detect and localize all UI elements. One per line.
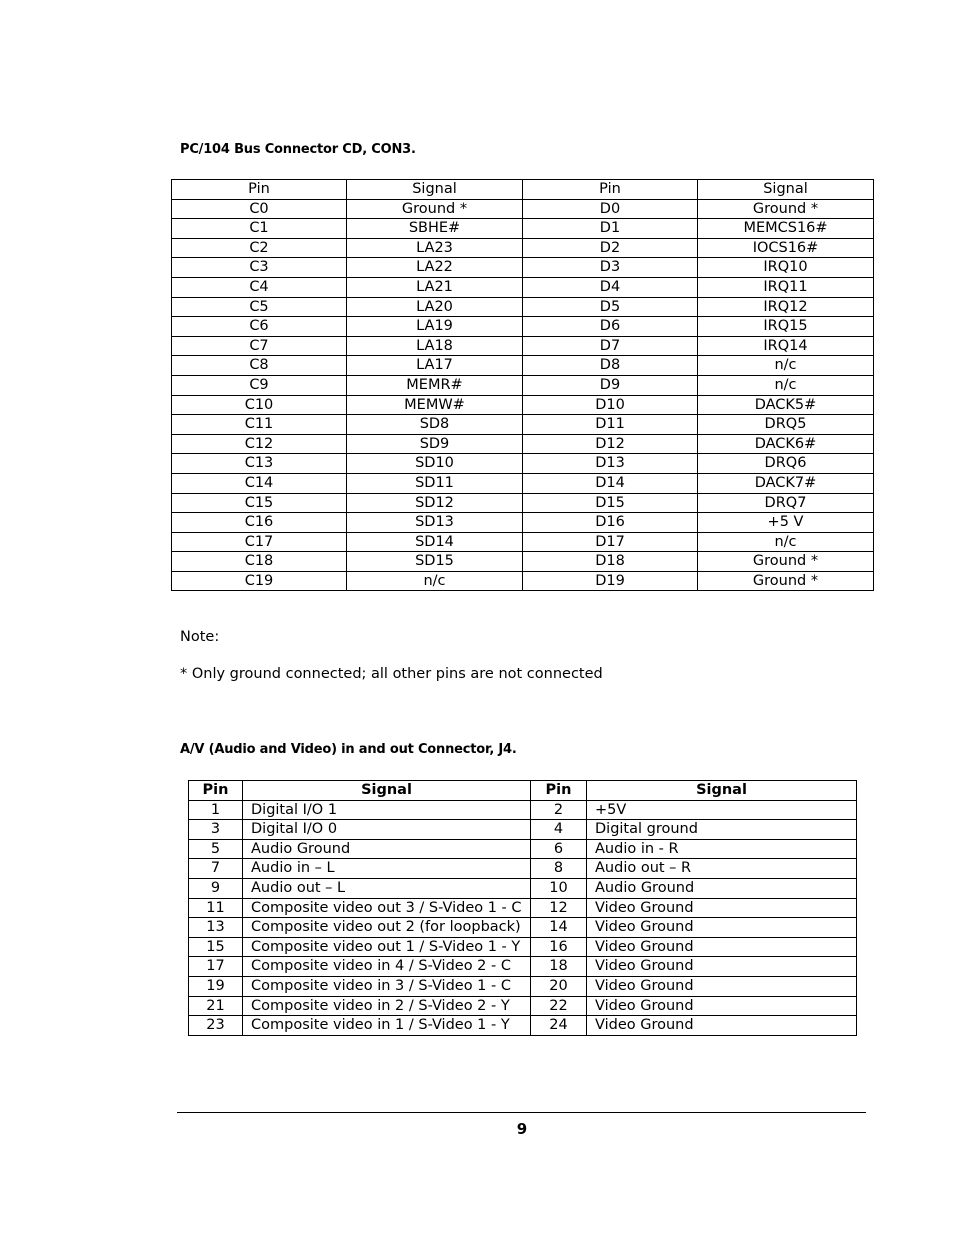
table-cell: D1 — [523, 219, 698, 239]
column-header: Pin — [523, 180, 698, 200]
table-cell: D15 — [523, 493, 698, 513]
table-cell: C19 — [172, 571, 347, 591]
table-cell: C6 — [172, 317, 347, 337]
table-cell: C12 — [172, 434, 347, 454]
table-cell: n/c — [698, 375, 874, 395]
table-cell: 17 — [189, 957, 243, 977]
table-cell: 20 — [531, 976, 587, 996]
table-cell: D6 — [523, 317, 698, 337]
table-cell: Composite video in 3 / S-Video 1 - C — [243, 976, 531, 996]
table-cell: C4 — [172, 277, 347, 297]
table-cell: Digital I/O 1 — [243, 800, 531, 820]
table-cell: DACK7# — [698, 473, 874, 493]
table-cell: D10 — [523, 395, 698, 415]
table-cell: D3 — [523, 258, 698, 278]
table-cell: D11 — [523, 415, 698, 435]
table-cell: Video Ground — [587, 1016, 857, 1036]
table-cell: D16 — [523, 513, 698, 533]
table-cell: 8 — [531, 859, 587, 879]
table-cell: 18 — [531, 957, 587, 977]
table-cell: 16 — [531, 937, 587, 957]
table-cell: Audio out – R — [587, 859, 857, 879]
table-row — [172, 532, 874, 552]
table-cell: +5 V — [698, 513, 874, 533]
table-cell: C16 — [172, 513, 347, 533]
column-header: Signal — [347, 180, 523, 200]
table-cell: IRQ14 — [698, 336, 874, 356]
table-row — [189, 820, 857, 840]
table-cell: IRQ10 — [698, 258, 874, 278]
table-row — [189, 800, 857, 820]
table-cell: LA19 — [347, 317, 523, 337]
table-cell: Digital I/O 0 — [243, 820, 531, 840]
table-cell: 1 — [189, 800, 243, 820]
table-cell: D14 — [523, 473, 698, 493]
table-cell: SD12 — [347, 493, 523, 513]
table-cell: n/c — [347, 571, 523, 591]
table-cell: DRQ6 — [698, 454, 874, 474]
table-cell: C9 — [172, 375, 347, 395]
note-text: * Only ground connected; all other pins are not connected — [180, 666, 603, 682]
table-cell: D18 — [523, 552, 698, 572]
table-cell: Video Ground — [587, 898, 857, 918]
table-cell: 23 — [189, 1016, 243, 1036]
table-cell: C13 — [172, 454, 347, 474]
table-row — [172, 277, 874, 297]
table-row — [172, 336, 874, 356]
note-label: Note: — [180, 629, 220, 645]
table-cell: 4 — [531, 820, 587, 840]
table-cell: C5 — [172, 297, 347, 317]
table-cell: n/c — [698, 356, 874, 376]
table-row — [172, 356, 874, 376]
table-cell: 10 — [531, 878, 587, 898]
table-cell: MEMCS16# — [698, 219, 874, 239]
table-cell: Audio Ground — [587, 878, 857, 898]
table-cell: SD9 — [347, 434, 523, 454]
table-cell: C3 — [172, 258, 347, 278]
section-title-pc104: PC/104 Bus Connector CD, CON3. — [180, 142, 416, 157]
table-cell: Composite video out 2 (for loopback) — [243, 918, 531, 938]
table-cell: DACK5# — [698, 395, 874, 415]
table-cell: C8 — [172, 356, 347, 376]
table-cell: D2 — [523, 238, 698, 258]
footer-divider — [177, 1112, 866, 1113]
table-cell: MEMR# — [347, 375, 523, 395]
table-cell: Composite video in 2 / S-Video 2 - Y — [243, 996, 531, 1016]
table-row — [189, 996, 857, 1016]
table-row — [172, 297, 874, 317]
table-row — [172, 219, 874, 239]
table-cell: D12 — [523, 434, 698, 454]
table-cell: Video Ground — [587, 976, 857, 996]
table-cell: SD11 — [347, 473, 523, 493]
table-row — [172, 552, 874, 572]
table-row — [189, 957, 857, 977]
table-cell: DACK6# — [698, 434, 874, 454]
table-cell: C1 — [172, 219, 347, 239]
table-cell: D13 — [523, 454, 698, 474]
table-cell: Ground * — [698, 199, 874, 219]
table-cell: Composite video out 3 / S-Video 1 - C — [243, 898, 531, 918]
table-cell: SD10 — [347, 454, 523, 474]
table-cell: D8 — [523, 356, 698, 376]
table-cell: D5 — [523, 297, 698, 317]
column-header: Signal — [698, 180, 874, 200]
table-cell: 9 — [189, 878, 243, 898]
table-cell: C14 — [172, 473, 347, 493]
table-header-row — [189, 781, 857, 801]
table-cell: C10 — [172, 395, 347, 415]
column-header: Pin — [189, 781, 243, 801]
av-pin-table — [188, 780, 857, 1036]
table-row — [172, 258, 874, 278]
table-row — [189, 898, 857, 918]
table-cell: 24 — [531, 1016, 587, 1036]
table-cell: 19 — [189, 976, 243, 996]
table-cell: Audio in – L — [243, 859, 531, 879]
table-row — [189, 1016, 857, 1036]
table-cell: LA17 — [347, 356, 523, 376]
table-cell: D19 — [523, 571, 698, 591]
table-row — [172, 513, 874, 533]
table-row — [189, 839, 857, 859]
table-cell: C18 — [172, 552, 347, 572]
table-cell: DRQ5 — [698, 415, 874, 435]
table-row — [172, 375, 874, 395]
table-cell: D4 — [523, 277, 698, 297]
table-cell: 15 — [189, 937, 243, 957]
table-cell: 21 — [189, 996, 243, 1016]
table-row — [172, 415, 874, 435]
table-row — [172, 434, 874, 454]
table-row — [172, 238, 874, 258]
table-cell: C17 — [172, 532, 347, 552]
table-cell: DRQ7 — [698, 493, 874, 513]
table-cell: D7 — [523, 336, 698, 356]
table-row — [172, 454, 874, 474]
table-row — [189, 937, 857, 957]
table-cell: Video Ground — [587, 918, 857, 938]
column-header: Signal — [243, 781, 531, 801]
table-cell: C2 — [172, 238, 347, 258]
table-cell: 11 — [189, 898, 243, 918]
table-row — [172, 199, 874, 219]
column-header: Pin — [172, 180, 347, 200]
table-cell: SBHE# — [347, 219, 523, 239]
table-cell: Ground * — [698, 552, 874, 572]
table-cell: 12 — [531, 898, 587, 918]
table-cell: 2 — [531, 800, 587, 820]
table-row — [189, 976, 857, 996]
table-cell: 3 — [189, 820, 243, 840]
table-cell: Audio Ground — [243, 839, 531, 859]
table-cell: LA21 — [347, 277, 523, 297]
table-cell: SD13 — [347, 513, 523, 533]
table-cell: n/c — [698, 532, 874, 552]
table-cell: Ground * — [698, 571, 874, 591]
table-cell: Digital ground — [587, 820, 857, 840]
table-cell: Video Ground — [587, 996, 857, 1016]
table-row — [189, 878, 857, 898]
table-row — [172, 395, 874, 415]
table-cell: +5V — [587, 800, 857, 820]
table-cell: 13 — [189, 918, 243, 938]
table-cell: D9 — [523, 375, 698, 395]
column-header: Signal — [587, 781, 857, 801]
table-row — [172, 571, 874, 591]
table-row — [172, 473, 874, 493]
table-cell: C11 — [172, 415, 347, 435]
table-cell: IRQ15 — [698, 317, 874, 337]
table-cell: Composite video out 1 / S-Video 1 - Y — [243, 937, 531, 957]
table-cell: C7 — [172, 336, 347, 356]
table-cell: 7 — [189, 859, 243, 879]
table-cell: SD15 — [347, 552, 523, 572]
table-cell: D0 — [523, 199, 698, 219]
pc104-pin-table — [171, 179, 874, 591]
table-cell: LA23 — [347, 238, 523, 258]
page-number: 9 — [516, 1120, 528, 1138]
table-cell: Video Ground — [587, 957, 857, 977]
table-cell: LA18 — [347, 336, 523, 356]
column-header: Pin — [531, 781, 587, 801]
table-cell: C15 — [172, 493, 347, 513]
table-cell: Audio in - R — [587, 839, 857, 859]
table-cell: SD14 — [347, 532, 523, 552]
table-cell: Ground * — [347, 199, 523, 219]
table-cell: Composite video in 4 / S-Video 2 - C — [243, 957, 531, 977]
table-cell: 14 — [531, 918, 587, 938]
table-cell: Audio out – L — [243, 878, 531, 898]
table-cell: 22 — [531, 996, 587, 1016]
table-cell: Video Ground — [587, 937, 857, 957]
table-cell: LA22 — [347, 258, 523, 278]
table-cell: C0 — [172, 199, 347, 219]
table-row — [172, 317, 874, 337]
table-cell: IOCS16# — [698, 238, 874, 258]
table-cell: D17 — [523, 532, 698, 552]
table-cell: 6 — [531, 839, 587, 859]
table-cell: SD8 — [347, 415, 523, 435]
table-row — [172, 493, 874, 513]
table-cell: IRQ11 — [698, 277, 874, 297]
table-header-row — [172, 180, 874, 200]
table-cell: LA20 — [347, 297, 523, 317]
table-cell: IRQ12 — [698, 297, 874, 317]
table-cell: MEMW# — [347, 395, 523, 415]
table-row — [189, 918, 857, 938]
table-row — [189, 859, 857, 879]
table-cell: 5 — [189, 839, 243, 859]
section-title-av: A/V (Audio and Video) in and out Connector, J4. — [180, 742, 517, 757]
table-cell: Composite video in 1 / S-Video 1 - Y — [243, 1016, 531, 1036]
